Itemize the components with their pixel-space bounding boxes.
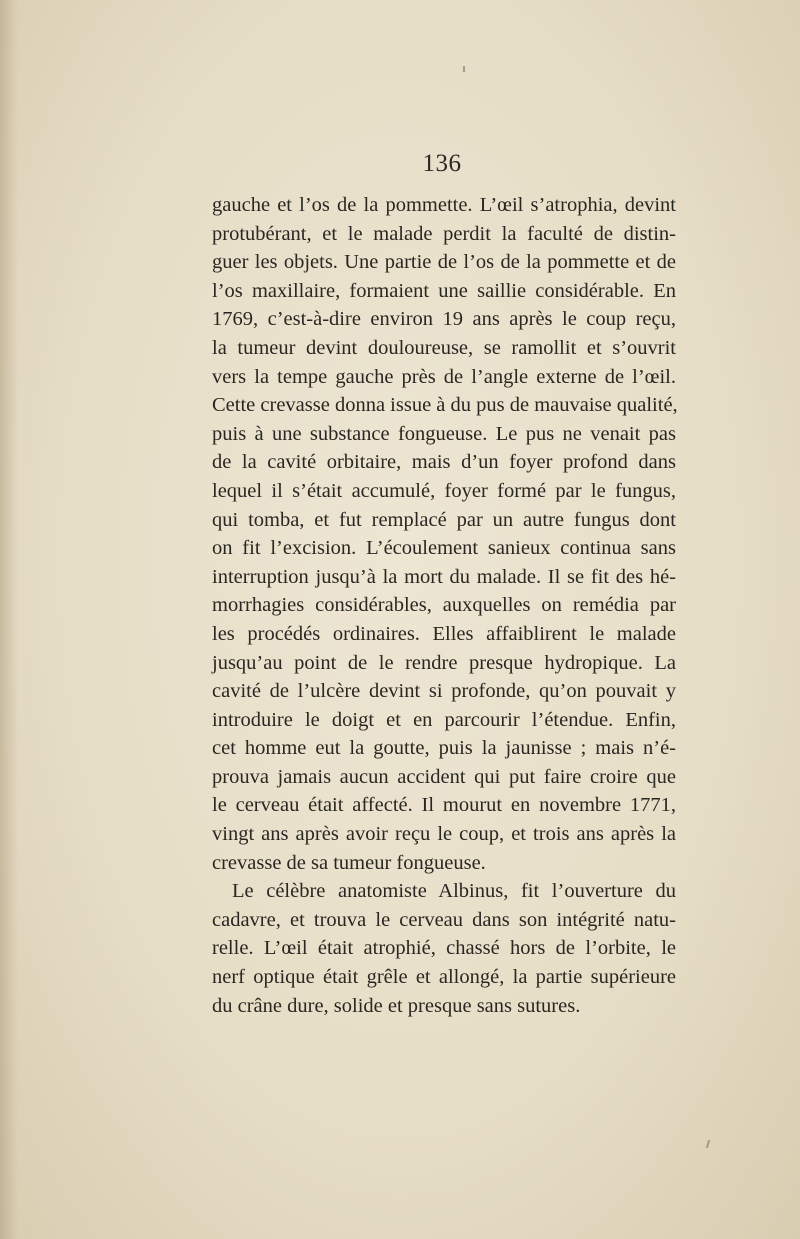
text-line: du crâne dure, solide et presque sans sutures. <box>212 994 581 1017</box>
text-line: interruption jusqu’à la mort du malade. Il se fit des hé- <box>212 565 676 588</box>
text-line: nerf optique était grêle et allongé, la partie supérieure <box>212 966 676 989</box>
paper-speck <box>463 66 465 72</box>
paragraph <box>212 191 676 877</box>
paragraph <box>212 877 676 1020</box>
text-line: vingt ans après avoir reçu le coup, et trois ans après la <box>212 823 676 846</box>
page-number: 136 <box>422 150 462 177</box>
text-line: le cerveau était affecté. Il mourut en novembre 1771, <box>212 794 676 817</box>
text-line: cadavre, et trouva le cerveau dans son intégrité natu- <box>212 908 676 931</box>
text-line: vers la tempe gauche près de l’angle externe de l’œil. <box>212 365 676 388</box>
text-line: morrhagies considérables, auxquelles on remédia par <box>212 594 676 617</box>
text-line: prouva jamais aucun accident qui put faire croire que <box>212 765 676 788</box>
text-line: cavité de l’ulcère devint si profonde, qu’on pouvait y <box>212 680 676 703</box>
text-line: introduire le doigt et en parcourir l’étendue. Enfin, <box>212 708 676 731</box>
text-line: Cette crevasse donna issue à du pus de mauvaise qualité, <box>212 394 678 417</box>
text-line: l’os maxillaire, formaient une saillie considérable. En <box>212 279 676 302</box>
text-line: guer les objets. Une partie de l’os de la pommette et de <box>212 251 676 274</box>
text-line: gauche et l’os de la pommette. L’œil s’atrophia, devint <box>212 194 676 216</box>
text-line: on fit l’excision. L’écoulement sanieux continua sans <box>212 537 676 560</box>
body-text <box>212 191 676 1020</box>
text-line: puis à une substance fongueuse. Le pus ne venait pas <box>212 422 676 445</box>
text-line: la tumeur devint douloureuse, se ramollit et s’ouvrit <box>212 336 676 359</box>
text-line: crevasse de sa tumeur fongueuse. <box>212 851 486 874</box>
text-line: cet homme eut la goutte, puis la jaunisse ; mais n’é- <box>212 737 676 760</box>
text-line: jusqu’au point de le rendre presque hydropique. La <box>212 651 676 674</box>
text-line: relle. L’œil était atrophié, chassé hors de l’orbite, le <box>212 937 676 960</box>
text-line: qui tomba, et fut remplacé par un autre fungus dont <box>212 508 676 531</box>
paper-speck <box>706 1140 710 1148</box>
text-line: de la cavité orbitaire, mais d’un foyer profond dans <box>212 451 676 474</box>
text-line: lequel il s’était accumulé, foyer formé par le fungus, <box>212 479 676 502</box>
text-line: les procédés ordinaires. Elles affaiblirent le malade <box>212 622 676 645</box>
text-line: protubérant, et le malade perdit la faculté de distin- <box>212 222 676 245</box>
text-line: 1769, c’est-à-dire environ 19 ans après le coup reçu, <box>212 308 676 331</box>
text-line: Le célèbre anatomiste Albinus, fit l’ouverture du <box>232 880 676 903</box>
